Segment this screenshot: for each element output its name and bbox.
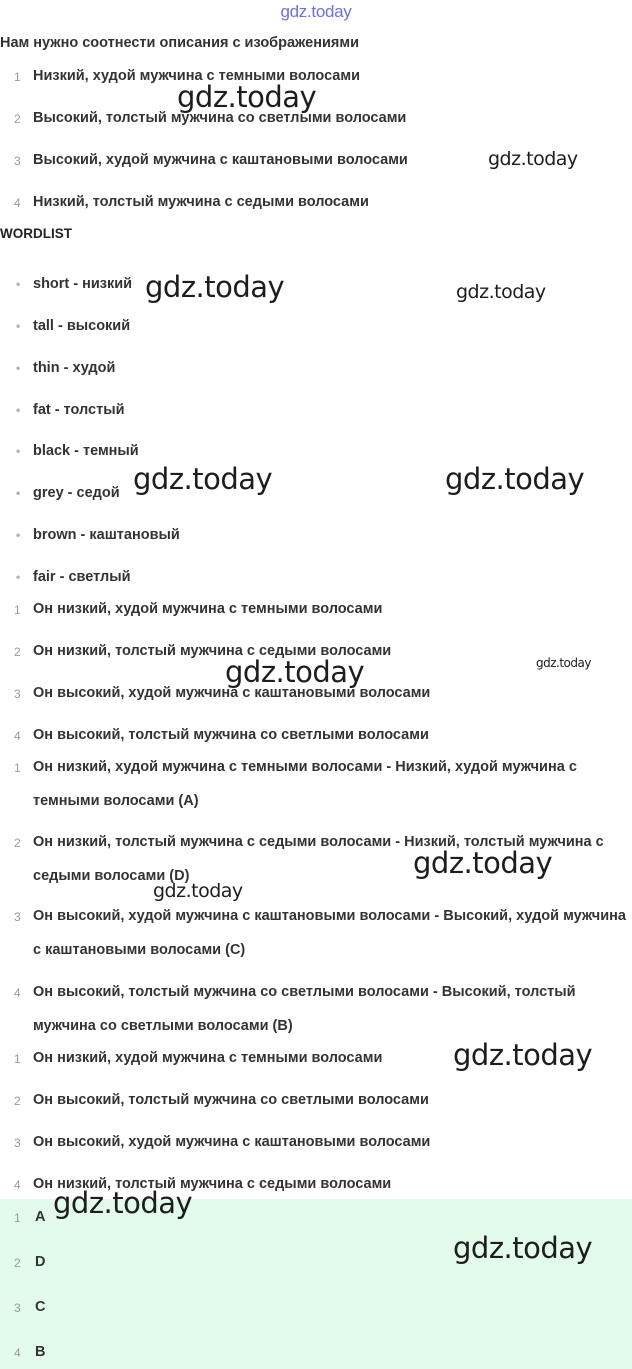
sentence-text: Он низкий, худой мужчина с темными волосами [33, 601, 383, 617]
item-number: 4 [14, 196, 21, 210]
answer-letter: B [35, 1344, 46, 1360]
wordlist-text: thin - худой [33, 360, 116, 376]
watermark: gdz.today [225, 655, 365, 689]
item-number: 1 [14, 603, 21, 617]
item-number: 1 [14, 70, 21, 84]
site-header-logo[interactable]: gdz.today [280, 2, 352, 21]
item-number: 3 [14, 154, 21, 168]
watermark: gdz.today [453, 1038, 593, 1072]
bullet-icon: • [16, 486, 21, 500]
match-text: Он низкий, толстый мужчина с седыми волосами - Низкий, толстый мужчина с седыми волосами (D) [33, 834, 604, 884]
answer-letter: D [35, 1254, 46, 1270]
reordered-text: Он высокий, худой мужчина с каштановыми волосами [33, 1134, 431, 1150]
wordlist-text: short - низкий [33, 276, 133, 292]
watermark: gdz.today [145, 270, 285, 304]
description-text: Высокий, толстый мужчина со светлыми волосами [33, 110, 407, 126]
match-text: Он низкий, худой мужчина с темными волосами - Низкий, худой мужчина с темными волосами (A) [33, 759, 577, 809]
answer-letter: C [35, 1299, 46, 1315]
watermark: gdz.today [536, 656, 591, 670]
wordlist-text: tall - высокий [33, 318, 131, 334]
reordered-text: Он низкий, худой мужчина с темными волосами [33, 1050, 383, 1066]
item-number: 1 [14, 1211, 21, 1225]
description-text: Высокий, худой мужчина с каштановыми волосами [33, 152, 408, 168]
item-number: 2 [14, 1094, 21, 1108]
match-text: Он высокий, толстый мужчина со светлыми волосами - Высокий, толстый мужчина со светлыми волосами (B) [33, 984, 576, 1034]
watermark: gdz.today [488, 148, 578, 170]
wordlist-text: black - темный [33, 443, 139, 459]
item-number: 1 [14, 1052, 21, 1066]
item-number: 3 [14, 1301, 21, 1315]
wordlist-text: fair - светлый [33, 569, 131, 585]
item-number: 2 [14, 836, 21, 850]
item-number: 3 [14, 910, 21, 924]
item-number: 2 [14, 112, 21, 126]
wordlist-text: brown - каштановый [33, 527, 180, 543]
bullet-icon: • [16, 319, 21, 333]
match-text: Он высокий, худой мужчина с каштановыми волосами - Высокий, худой мужчина с каштановыми волосами (C) [33, 908, 626, 958]
item-number: 2 [14, 645, 21, 659]
watermark: gdz.today [445, 462, 585, 496]
item-number: 1 [14, 761, 21, 775]
wordlist-text: fat - толстый [33, 402, 125, 418]
item-number: 4 [14, 1178, 21, 1192]
reordered-text: Он низкий, толстый мужчина с седыми волосами [33, 1176, 392, 1192]
bullet-icon: • [16, 444, 21, 458]
item-number: 4 [14, 986, 21, 1000]
watermark: gdz.today [177, 80, 317, 114]
sentence-text: Он высокий, толстый мужчина со светлыми волосами [33, 727, 429, 743]
item-number: 3 [14, 687, 21, 701]
item-number: 4 [14, 729, 21, 743]
watermark: gdz.today [53, 1186, 193, 1220]
sentence-text: Он низкий, толстый мужчина с седыми волосами [33, 643, 392, 659]
watermark: gdz.today [456, 281, 546, 303]
bullet-icon: • [16, 570, 21, 584]
answer-letter: A [35, 1209, 46, 1225]
bullet-icon: • [16, 277, 21, 291]
watermark: gdz.today [413, 846, 553, 880]
watermark: gdz.today [133, 462, 273, 496]
reordered-text: Он высокий, толстый мужчина со светлыми волосами [33, 1092, 429, 1108]
watermark: gdz.today [153, 880, 243, 902]
answer-box [0, 1199, 632, 1369]
description-text: Низкий, худой мужчина с темными волосами [33, 68, 361, 84]
item-number: 3 [14, 1136, 21, 1150]
watermark: gdz.today [453, 1231, 593, 1265]
sentence-text: Он высокий, худой мужчина с каштановыми волосами [33, 685, 431, 701]
wordlist-heading: WORDLIST [0, 226, 72, 241]
bullet-icon: • [16, 361, 21, 375]
item-number: 2 [14, 1256, 21, 1270]
bullet-icon: • [16, 403, 21, 417]
item-number: 4 [14, 1346, 21, 1360]
wordlist-text: grey - седой [33, 485, 120, 501]
intro-text: Нам нужно соотнести описания с изображениями [0, 35, 359, 51]
bullet-icon: • [16, 528, 21, 542]
description-text: Низкий, толстый мужчина с седыми волосами [33, 194, 369, 210]
